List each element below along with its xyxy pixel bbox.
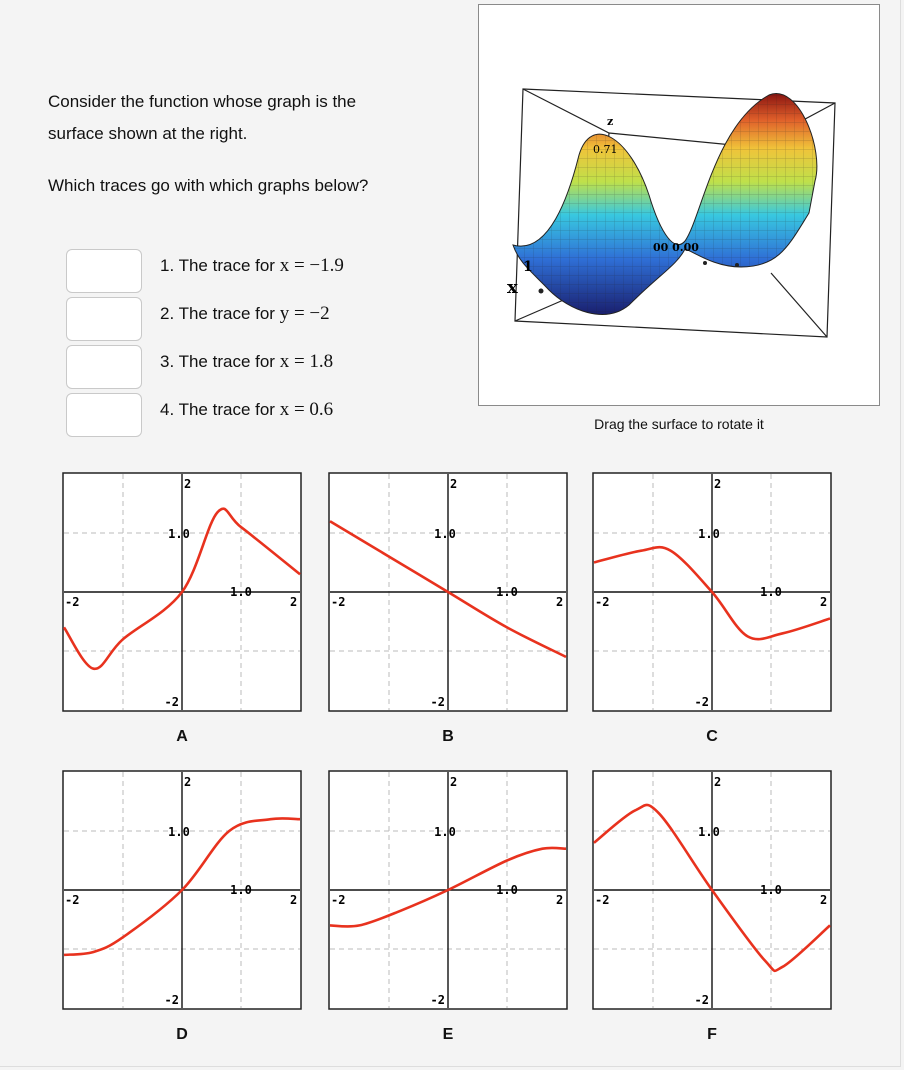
graph-d bbox=[62, 770, 302, 1010]
tick-x-left: -2 bbox=[331, 893, 346, 907]
trace-value: −2 bbox=[309, 303, 330, 324]
graph-plot bbox=[592, 472, 832, 712]
answer-input-1[interactable] bbox=[66, 249, 142, 293]
surface-viewer[interactable] bbox=[478, 4, 880, 406]
trace-eq: = bbox=[289, 399, 310, 420]
surface-caption: Drag the surface to rotate it bbox=[594, 416, 764, 432]
tick-x-mid: 1.0 bbox=[496, 585, 518, 599]
answer-input-3[interactable] bbox=[66, 345, 142, 389]
graph-plot bbox=[62, 472, 302, 712]
origin-label: 00 0.00 bbox=[653, 241, 699, 254]
trace-prefix: 3. The trace for bbox=[160, 352, 280, 371]
answer-input-4[interactable] bbox=[66, 393, 142, 437]
graph-f bbox=[592, 770, 832, 1010]
graph-plot bbox=[328, 472, 568, 712]
graph-c bbox=[592, 472, 832, 712]
surface-plot[interactable] bbox=[479, 5, 879, 405]
tick-y-mid: 1.0 bbox=[168, 527, 190, 541]
graph-a bbox=[62, 472, 302, 712]
tick-y-top: 2 bbox=[450, 775, 458, 789]
tick-x-left: -2 bbox=[65, 893, 80, 907]
tick-x-right: 2 bbox=[820, 893, 828, 907]
graph-label-f: F bbox=[707, 1026, 717, 1043]
graph-e bbox=[328, 770, 568, 1010]
tick-y-top: 2 bbox=[184, 477, 192, 491]
trace-var: x bbox=[279, 399, 290, 420]
tick-y-bottom: -2 bbox=[430, 695, 445, 709]
tick-x-right: 2 bbox=[820, 595, 828, 609]
trace-eq: = bbox=[289, 303, 310, 324]
tick-x-right: 2 bbox=[556, 595, 564, 609]
tick-y-bottom: -2 bbox=[694, 993, 709, 1007]
intro-text: Consider the function whose graph is the surface shown at the right. bbox=[48, 92, 357, 143]
trace-value: 1.8 bbox=[309, 351, 334, 372]
trace-value: −1.9 bbox=[309, 255, 344, 276]
tick-y-mid: 1.0 bbox=[434, 527, 456, 541]
trace-label-3 bbox=[160, 351, 333, 373]
tick-x-left: -2 bbox=[595, 893, 610, 907]
tick-y-top: 2 bbox=[714, 775, 722, 789]
tick-x-left: -2 bbox=[331, 595, 346, 609]
graph-plot bbox=[328, 770, 568, 1010]
graph-label-a: A bbox=[176, 728, 188, 745]
graph-label-e: E bbox=[442, 1026, 454, 1043]
trace-eq: = bbox=[289, 351, 310, 372]
trace-value: 0.6 bbox=[309, 399, 334, 420]
graph-plot bbox=[592, 770, 832, 1010]
trace-prefix: 4. The trace for bbox=[160, 400, 280, 419]
tick-y-bottom: -2 bbox=[430, 993, 445, 1007]
trace-prefix: 2. The trace for bbox=[160, 304, 280, 323]
graph-b bbox=[328, 472, 568, 712]
tick-x-mid: 1.0 bbox=[760, 585, 782, 599]
top-value-label: 0.71 bbox=[593, 143, 618, 156]
prompt-text: Which traces go with which graphs below? bbox=[48, 176, 369, 195]
tick-y-mid: 1.0 bbox=[698, 825, 720, 839]
x-axis-label: x bbox=[507, 277, 518, 298]
trace-label-4 bbox=[160, 399, 333, 421]
trace-eq: = bbox=[289, 255, 310, 276]
graph-plot bbox=[62, 770, 302, 1010]
tick-y-bottom: -2 bbox=[164, 993, 179, 1007]
side-value-label: 1 bbox=[523, 259, 533, 275]
tick-x-right: 2 bbox=[290, 595, 298, 609]
question-text bbox=[48, 86, 388, 222]
tick-y-bottom: -2 bbox=[164, 695, 179, 709]
trace-label-2 bbox=[160, 303, 330, 325]
tick-x-left: -2 bbox=[65, 595, 80, 609]
trace-var: x bbox=[279, 255, 290, 276]
trace-label-1 bbox=[160, 255, 344, 277]
tick-y-top: 2 bbox=[184, 775, 192, 789]
tick-y-bottom: -2 bbox=[694, 695, 709, 709]
tick-x-right: 2 bbox=[290, 893, 298, 907]
tick-x-right: 2 bbox=[556, 893, 564, 907]
tick-x-mid: 1.0 bbox=[230, 883, 252, 897]
tick-y-top: 2 bbox=[450, 477, 458, 491]
trace-var: x bbox=[279, 351, 290, 372]
trace-var: y bbox=[279, 303, 290, 324]
tick-y-mid: 1.0 bbox=[698, 527, 720, 541]
tick-y-top: 2 bbox=[714, 477, 722, 491]
trace-prefix: 1. The trace for bbox=[160, 256, 280, 275]
tick-x-left: -2 bbox=[595, 595, 610, 609]
graph-label-d: D bbox=[176, 1026, 188, 1043]
graph-label-c: C bbox=[706, 728, 718, 745]
graph-label-b: B bbox=[442, 728, 454, 745]
z-axis-label: z bbox=[607, 115, 614, 128]
tick-x-mid: 1.0 bbox=[760, 883, 782, 897]
tick-x-mid: 1.0 bbox=[496, 883, 518, 897]
tick-y-mid: 1.0 bbox=[434, 825, 456, 839]
answer-input-2[interactable] bbox=[66, 297, 142, 341]
tick-x-mid: 1.0 bbox=[230, 585, 252, 599]
tick-y-mid: 1.0 bbox=[168, 825, 190, 839]
